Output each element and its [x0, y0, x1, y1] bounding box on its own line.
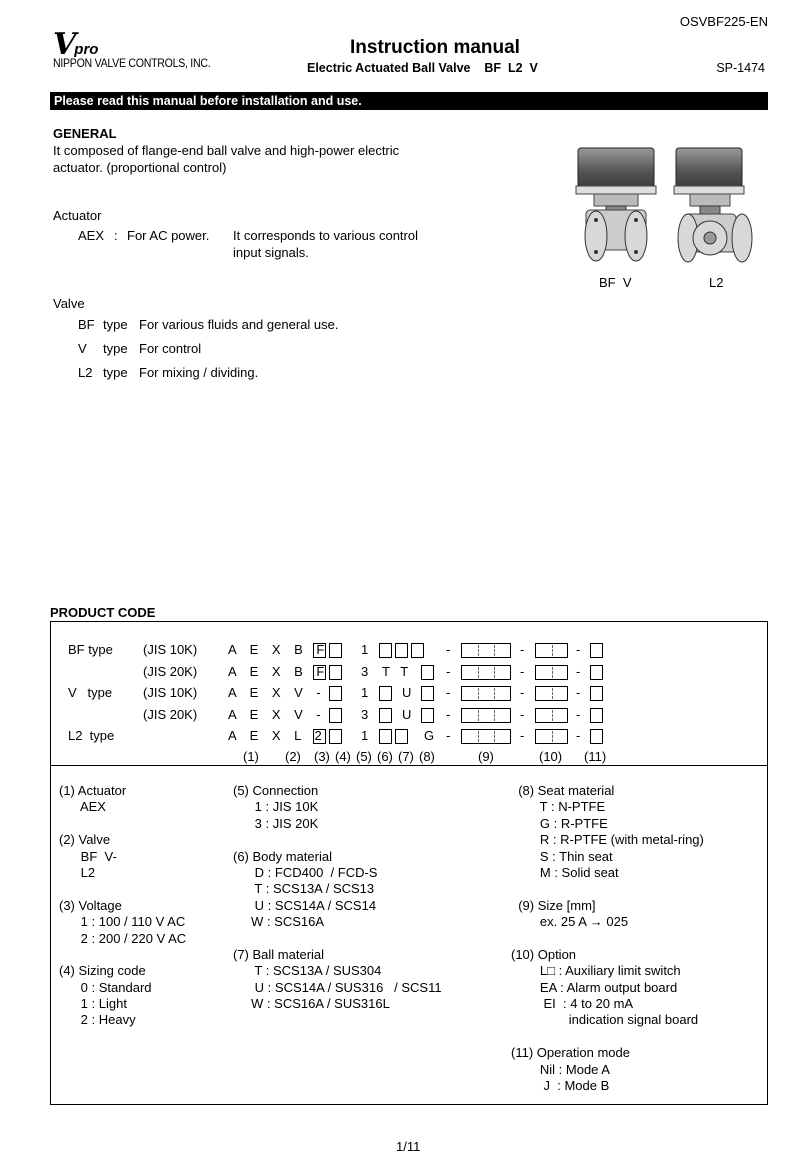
legend-column-1 — [59, 783, 186, 1029]
legend-line: (1) Actuator — [59, 783, 127, 798]
legend-line: (2) Valve — [59, 832, 111, 848]
code-row-fixed: U — [402, 707, 412, 722]
code-dash: - — [576, 707, 581, 722]
code-row-boxes-1 — [329, 684, 342, 702]
option-code-box — [535, 684, 568, 702]
size-code-box — [461, 663, 511, 681]
legend-line: (8) Seat material — [511, 783, 615, 798]
valve-desc-v: For control — [139, 341, 202, 356]
code-row-boxes-3 — [421, 706, 434, 724]
aex-desc-2: input signals. — [233, 245, 309, 260]
code-row-std: (JIS 10K) — [143, 685, 198, 700]
valve-illustration — [572, 142, 758, 272]
code-row-mid: 1 — [361, 642, 369, 657]
legend-column-2 — [233, 783, 442, 1012]
code-row-prefix: A E X B F — [228, 642, 330, 657]
page-number: 1/11 — [396, 1139, 421, 1154]
code-row-std: (JIS 20K) — [143, 707, 198, 722]
l2-valve-image — [674, 148, 752, 262]
code-row-mid: 3 — [361, 664, 369, 679]
pos-label: (5) — [356, 749, 372, 764]
image-label-l2: L2 — [709, 275, 724, 290]
valve-type-bf: type — [103, 317, 128, 332]
size-code-box — [461, 706, 511, 724]
product-code-heading: PRODUCT CODE — [50, 605, 156, 620]
code-dash: - — [576, 642, 581, 657]
legend-line: 1 : 100 / 110 V AC — [59, 914, 186, 930]
legend-line: 3 : JIS 20K — [233, 815, 319, 831]
sp-number: SP-1474 — [716, 61, 765, 75]
code-row-prefix: A E X V - — [228, 707, 326, 722]
aex-power: For AC power. — [127, 228, 210, 243]
legend-line: W : SCS16A / SUS316L — [233, 996, 390, 1012]
code-row-prefix: A E X V - — [228, 685, 326, 700]
option-code-box — [535, 641, 568, 659]
code-row-boxes-1 — [313, 641, 342, 659]
code-dash: - — [576, 728, 581, 743]
code-row-mid: 1 — [361, 685, 369, 700]
option-code-box — [535, 706, 568, 724]
code-row-mid: 1 — [361, 728, 369, 743]
code-row-boxes-2 — [379, 727, 408, 745]
pos-label: (3) — [314, 749, 330, 764]
pos-label: (9) — [478, 749, 494, 764]
code-row-std: (JIS 20K) — [143, 664, 198, 679]
legend-line: D : FCD400 / FCD-S — [233, 864, 378, 880]
legend-line: ex. 25 A → 025 — [511, 914, 629, 930]
pos-label: (4) — [335, 749, 351, 764]
image-label-bf-v: BF V — [599, 275, 632, 290]
legend-line: (9) Size [mm] — [511, 897, 596, 913]
legend-line: G : R-PTFE — [511, 815, 608, 831]
legend-line: (6) Body material — [233, 848, 332, 864]
document-number: OSVBF225-EN — [679, 14, 768, 29]
code-row-mid: 3 — [361, 707, 369, 722]
code-dash: - — [576, 685, 581, 700]
legend-line: J : Mode B — [511, 1078, 610, 1094]
code-row-type: L2 type — [68, 728, 115, 743]
legend-line — [511, 881, 704, 897]
mode-code-box — [590, 641, 603, 659]
company-name: NIPPON VALVE CONTROLS, INC. — [53, 58, 211, 70]
legend-line: (7) Ball material — [233, 946, 325, 962]
legend-line — [59, 816, 186, 832]
legend-line: S : Thin seat — [511, 848, 613, 864]
code-dash: - — [446, 642, 451, 657]
pos-label: (7) — [398, 749, 414, 764]
legend-line: indication signal board — [511, 1012, 699, 1028]
legend-line: U : SCS14A / SCS14 — [233, 897, 377, 913]
pos-label: (10) — [539, 749, 563, 764]
legend-line — [59, 947, 186, 963]
logo-pro: pro — [74, 41, 99, 58]
code-row-fixed: T T — [382, 664, 409, 679]
page-subtitle: Electric Actuated Ball Valve BF L2 V — [307, 61, 538, 75]
legend-line: W : SCS16A — [233, 914, 325, 930]
code-dash: - — [520, 664, 525, 679]
aex-code: AEX — [78, 228, 105, 243]
legend-line — [511, 1029, 704, 1045]
legend-line: 1 : Light — [59, 996, 127, 1012]
mode-code-box — [590, 684, 603, 702]
pos-label: (2) — [285, 749, 301, 764]
table-divider — [51, 765, 767, 766]
general-line-2: actuator. (proportional control) — [53, 160, 227, 175]
valve-code-bf: BF — [78, 317, 95, 332]
legend-line: Nil : Mode A — [511, 1061, 610, 1077]
code-dash: - — [446, 707, 451, 722]
legend-line: 0 : Standard — [59, 979, 152, 995]
legend-line: T : N-PTFE — [511, 799, 606, 815]
code-row-boxes-2 — [379, 641, 424, 659]
size-code-box — [461, 727, 511, 745]
code-row-type: V type — [68, 685, 113, 700]
legend-line: (3) Voltage — [59, 897, 122, 913]
legend-line: T : SCS13A / SCS13 — [233, 881, 375, 897]
legend-line: L□ : Auxiliary limit switch — [511, 963, 681, 979]
legend-line: 2 : Heavy — [59, 1012, 136, 1028]
valve-type-v: type — [103, 341, 128, 356]
legend-line: U : SCS14A / SUS316 / SCS11 — [233, 979, 442, 995]
code-row-prefix: A E X L 2 — [228, 728, 327, 743]
code-row-boxes-1 — [313, 727, 342, 745]
code-row-fixed: G — [424, 728, 435, 743]
legend-line: T : SCS13A / SUS304 — [233, 963, 382, 979]
pos-label: (6) — [377, 749, 393, 764]
valve-code-l2: L2 — [78, 365, 93, 380]
legend-line: (10) Option — [511, 946, 577, 962]
page-title: Instruction manual — [350, 37, 520, 58]
code-row-boxes-2 — [379, 706, 392, 724]
valve-heading: Valve — [53, 296, 85, 311]
legend-line: L2 — [59, 864, 96, 880]
legend-line: (4) Sizing code — [59, 963, 146, 979]
legend-line: 2 : 200 / 220 V AC — [59, 930, 187, 946]
code-dash: - — [446, 728, 451, 743]
code-row-boxes-1 — [329, 706, 342, 724]
size-code-box — [461, 641, 511, 659]
legend-line: (11) Operation mode — [511, 1045, 630, 1061]
code-row-boxes-2 — [379, 684, 392, 702]
bf-v-valve-image — [576, 148, 656, 261]
code-row-fixed: U — [402, 685, 412, 700]
mode-code-box — [590, 727, 603, 745]
company-logo — [53, 27, 224, 70]
legend-line: R : R-PTFE (with metal-ring) — [511, 832, 704, 848]
notice-banner: Please read this manual before installation and use. — [50, 92, 768, 110]
legend-line: EA : Alarm output board — [511, 979, 678, 995]
code-row-prefix: A E X B F — [228, 664, 330, 679]
pos-label: (11) — [584, 749, 607, 764]
mode-code-box — [590, 706, 603, 724]
valve-code-v: V — [78, 341, 87, 356]
code-dash: - — [520, 707, 525, 722]
legend-line — [59, 881, 186, 897]
valve-desc-bf: For various fluids and general use. — [139, 317, 339, 332]
valve-type-l2: type — [103, 365, 128, 380]
code-dash: - — [520, 685, 525, 700]
option-code-box — [535, 727, 568, 745]
code-dash: - — [520, 728, 525, 743]
product-code-table — [50, 621, 768, 1105]
mode-code-box — [590, 663, 603, 681]
legend-line — [233, 832, 442, 848]
logo-mark: V — [53, 27, 75, 62]
code-row-boxes-2 — [421, 663, 434, 681]
legend-line: M : Solid seat — [511, 864, 619, 880]
size-code-box — [461, 684, 511, 702]
legend-line: AEX — [59, 799, 106, 815]
code-row-type: BF type — [68, 642, 113, 657]
pos-label: (8) — [419, 749, 435, 764]
general-line-1: It composed of flange-end ball valve and high-power electric — [53, 143, 400, 158]
legend-line — [233, 931, 442, 947]
code-dash: - — [520, 642, 525, 657]
legend-line — [511, 931, 704, 947]
legend-line: (5) Connection — [233, 783, 319, 798]
general-heading: GENERAL — [53, 126, 117, 141]
code-row-boxes-3 — [421, 684, 434, 702]
valve-desc-l2: For mixing / dividing. — [139, 365, 259, 380]
legend-line: 1 : JIS 10K — [233, 799, 319, 815]
legend-line: BF V- — [59, 848, 117, 864]
code-row-std: (JIS 10K) — [143, 642, 198, 657]
aex-separator: : — [114, 228, 118, 243]
code-dash: - — [446, 664, 451, 679]
code-dash: - — [446, 685, 451, 700]
code-row-boxes-1 — [313, 663, 342, 681]
option-code-box — [535, 663, 568, 681]
legend-column-3 — [511, 783, 704, 1094]
pos-label: (1) — [243, 749, 259, 764]
code-dash: - — [576, 664, 581, 679]
legend-line: EI : 4 to 20 mA — [511, 996, 634, 1012]
aex-desc-1: It corresponds to various control — [233, 228, 418, 243]
actuator-heading: Actuator — [53, 208, 102, 223]
